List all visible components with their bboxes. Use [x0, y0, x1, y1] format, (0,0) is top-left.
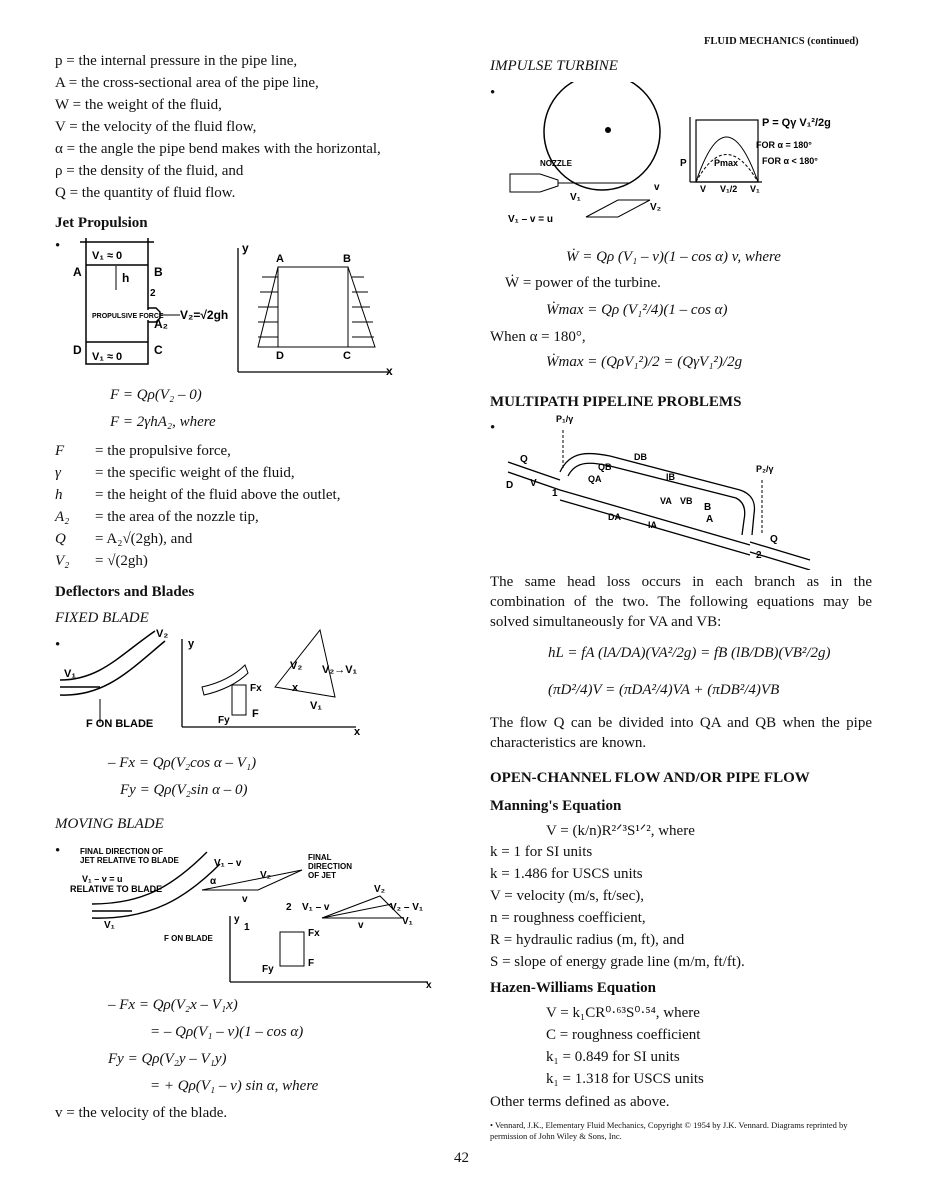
fixed-eq-2: Fy = Qρ(V₂sin α – 0): [120, 782, 248, 798]
label-a: A: [73, 265, 82, 279]
def-row: [55, 506, 340, 528]
force-box: [232, 685, 246, 715]
label-la: lA: [648, 520, 657, 530]
label-v1-minus-v: V₁ – v: [214, 858, 242, 869]
label-v1: V₁: [64, 668, 76, 680]
fixed-blade-diagram: [60, 625, 370, 740]
label-va: VA: [660, 496, 672, 506]
label-1: 1: [244, 922, 250, 933]
label-fy: Fy: [262, 964, 274, 975]
velocity-triangle: [586, 200, 650, 217]
label-final-dir-rel: [80, 847, 179, 865]
label-line: JET RELATIVE TO BLADE: [80, 856, 179, 865]
hazen-definitions: [546, 1002, 704, 1090]
def-row: [55, 440, 340, 462]
jet-eq-2: F = 2γhA₂, where: [110, 414, 216, 430]
manning-eq: V = (k/n)R²ᐟ³S¹ᐟ², where: [546, 823, 695, 839]
def-text: = √(2gh): [95, 553, 148, 569]
label-v1-top: V₁ ≈ 0: [92, 250, 123, 262]
label-v2: V₂=√2gh: [180, 308, 229, 322]
page-number: 42: [454, 1150, 469, 1166]
manning-definitions: [490, 841, 745, 973]
label-f: F: [308, 958, 315, 969]
def-line: C = roughness coefficient: [546, 1027, 701, 1043]
label-2: 2: [150, 288, 156, 299]
hazen-title: Hazen-Williams Equation: [490, 980, 656, 996]
label-v1-axis: V₁: [750, 184, 760, 194]
multipath-paragraph-2: The flow Q can be divided into QA and QB when the pipe characteristics are known.: [490, 715, 872, 751]
label-p-formula: P = Qγ V₁²/2g: [762, 117, 831, 129]
label-b-right: B: [343, 253, 351, 265]
def-row: [55, 550, 340, 572]
label-fx: Fx: [308, 928, 320, 939]
axes: [182, 639, 356, 727]
turbine-eq-1: Ẇ = Qρ (V₁ – v)(1 – cos α) v, where: [566, 249, 781, 265]
axes: [230, 916, 428, 982]
multipath-eq-2: (πD²/4)V = (πDA²/4)VA + (πDB²/4)VB: [548, 682, 780, 698]
def-row: [55, 484, 340, 506]
turbine-wheel: [544, 82, 660, 190]
footnote: • Vennard, J.K., Elementary Fluid Mechanics, Copyright © 1954 by J.K. Vennard. Diagrams reprinted by permission of John Wiley & Sons, Inc.: [490, 1120, 848, 1141]
label-fy: Fy: [218, 715, 230, 726]
definitions-top: [55, 50, 381, 204]
multipath-paragraph: The same head loss occurs in each branch as in the combination of the two. The following equations may be solved simultaneously for VA and VB:: [490, 574, 872, 630]
moving-eq-1: – Fx = Qρ(V₂x – V₁x): [108, 997, 238, 1013]
force-box: [280, 932, 304, 966]
def-line: V = k₁CR⁰·⁶³S⁰·⁵⁴, where: [546, 1005, 700, 1021]
def-line: Q = the quantity of fluid flow.: [55, 185, 236, 201]
multipath-title: MULTIPATH PIPELINE PROBLEMS: [490, 394, 742, 410]
jet-definitions: [55, 440, 340, 572]
label-q-out: Q: [770, 534, 778, 545]
bullet: •: [490, 420, 496, 436]
label-a-right: A: [276, 253, 284, 265]
label-da: DA: [608, 512, 621, 522]
label-fx: Fx: [250, 683, 262, 694]
label-line: RELATIVE TO BLADE: [70, 884, 163, 894]
label-p2: P₂/γ: [756, 464, 774, 474]
def-line: α = the angle the pipe bend makes with the horizontal,: [55, 141, 381, 157]
label-v1-bottom: V₁ ≈ 0: [92, 351, 123, 363]
label-v2: V₂: [260, 870, 272, 881]
def-line: W = the weight of the fluid,: [55, 97, 222, 113]
def-line: k = 1 for SI units: [490, 844, 593, 860]
label-v1-tri: V₁: [310, 700, 322, 712]
label-line: V₁ – v = u: [82, 874, 123, 884]
def-symbol: F: [55, 443, 65, 459]
multipath-eq-1: hL = fA (lA/DA)(VA²/2g) = fB (lB/DB)(VB²/2g): [548, 645, 831, 661]
label-v-axis: V: [700, 184, 707, 194]
moving-eq-2: = – Qρ(V₁ – v)(1 – cos α): [150, 1024, 304, 1040]
def-line: k₁ = 0.849 for SI units: [546, 1049, 680, 1065]
label-line: DIRECTION: [308, 862, 352, 871]
label-final-dir-jet: [308, 853, 352, 880]
axis-y: y: [234, 914, 240, 925]
label-propulsive-force: PROPULSIVE FORCE: [92, 313, 164, 320]
label-f: F: [252, 708, 259, 720]
label-v2-tri: V₂: [290, 660, 303, 672]
label-p1: P₁/γ: [556, 414, 574, 424]
label-for-less-180: FOR α < 180°: [762, 156, 818, 166]
turbine-eq-3: Ẇmax = (QρV₁²)/2 = (QγV₁²)/2g: [546, 354, 743, 370]
label-nozzle: NOZZLE: [540, 159, 572, 168]
label-v2-v1: V₂ – V₁: [390, 902, 424, 913]
def-symbol: V₂: [55, 553, 70, 569]
jet-eq-1: F = Qρ(V₂ – 0): [110, 387, 202, 403]
label-qb: QB: [598, 462, 612, 472]
axis-y: y: [242, 241, 249, 255]
def-symbol: h: [55, 487, 63, 503]
moving-blade-diagram: [62, 842, 440, 990]
label-v-2: v: [358, 920, 364, 931]
label-qa: QA: [588, 474, 602, 484]
def-line: k = 1.486 for USCS units: [490, 866, 643, 882]
moving-blade-title: MOVING BLADE: [55, 816, 164, 832]
label-c: C: [154, 343, 163, 357]
label-v1-minus-v-2: V₁ – v: [302, 902, 330, 913]
fixed-blade-title: FIXED BLADE: [55, 610, 149, 626]
bullet: •: [55, 238, 61, 254]
jet-propulsion-diagram: [70, 232, 400, 377]
label-b: B: [704, 502, 712, 513]
label-v2-v1: V₂→V₁: [322, 664, 358, 676]
power-chart-axes: [690, 117, 762, 182]
impulse-turbine-title: IMPULSE TURBINE: [490, 58, 618, 74]
label-v: v: [654, 182, 660, 193]
def-line: V = velocity (m/s, ft/sec),: [490, 888, 644, 904]
def-symbol: A₂: [55, 509, 70, 525]
fixed-eq-1: – Fx = Qρ(V₂cos α – V₁): [108, 755, 257, 771]
def-line: n = roughness coefficient,: [490, 910, 646, 926]
label-for-180: FOR α = 180°: [756, 140, 812, 150]
def-line: k₁ = 1.318 for USCS units: [546, 1071, 704, 1087]
def-symbol: γ: [55, 465, 61, 481]
turbine-def: Ẇ = power of the turbine.: [505, 275, 661, 291]
def-line: S = slope of energy grade line (m/m, ft/ft).: [490, 954, 745, 970]
def-symbol: Q: [55, 531, 66, 547]
label-pmax: Pmax: [714, 158, 739, 168]
label-d-right: D: [276, 350, 284, 362]
label-line: FINAL: [308, 853, 332, 862]
blade-section: [202, 665, 248, 695]
label-d: D: [73, 343, 82, 357]
def-line: R = hydraulic radius (m, ft), and: [490, 932, 685, 948]
def-text: = the height of the fluid above the outlet,: [95, 487, 341, 503]
def-text: = the propulsive force,: [95, 443, 231, 459]
impulse-turbine-diagram: [500, 82, 850, 232]
moving-eq-3: Fy = Qρ(V₂y – V₁y): [108, 1051, 227, 1067]
def-line: ρ = the density of the fluid, and: [55, 163, 244, 179]
def-line: p = the internal pressure in the pipe line,: [55, 53, 298, 69]
label-v2-2: V₂: [374, 884, 386, 895]
def-text: = the area of the nozzle tip,: [95, 509, 259, 525]
deflectors-title: Deflectors and Blades: [55, 584, 195, 600]
label-v: V: [530, 478, 537, 489]
label-vb: VB: [680, 496, 693, 506]
label-a2: A₂: [154, 317, 168, 331]
turbine-when: When α = 180°,: [490, 329, 586, 345]
label-q-in: Q: [520, 454, 528, 465]
def-text: = the specific weight of the fluid,: [95, 465, 295, 481]
label-u: V₁ – v = u: [508, 214, 553, 225]
label-p-axis: P: [680, 158, 687, 169]
label-v1-half: V₁/2: [720, 184, 738, 194]
label-c-right: C: [343, 350, 351, 362]
axis-x: x: [354, 726, 361, 738]
open-channel-title: OPEN-CHANNEL FLOW AND/OR PIPE FLOW: [490, 770, 810, 786]
def-line: V = the velocity of the fluid flow,: [55, 119, 257, 135]
label-b: B: [154, 265, 163, 279]
label-v2: V₂: [650, 202, 662, 213]
def-row: [55, 528, 340, 550]
other-terms: Other terms defined as above.: [490, 1094, 670, 1110]
nozzle: [510, 174, 558, 192]
label-v1: V₁: [570, 192, 581, 203]
pressure-distribution: [258, 267, 375, 347]
label-u: [70, 874, 162, 894]
manning-title: Manning's Equation: [490, 798, 622, 814]
label-a: A: [706, 514, 714, 525]
label-x-angle: x: [292, 682, 299, 694]
def-line: A = the cross-sectional area of the pipe line,: [55, 75, 319, 91]
label-line: FINAL DIRECTION OF: [80, 847, 163, 856]
bullet: •: [55, 843, 61, 859]
multipath-diagram: [500, 410, 830, 570]
label-v1-2: V₁: [402, 916, 413, 927]
def-text: = A₂√(2gh), and: [95, 531, 193, 547]
axis-x: x: [426, 980, 432, 990]
velocity-vectors: [202, 870, 302, 890]
def-row: [55, 462, 340, 484]
label-2: 2: [756, 550, 762, 561]
blade: [60, 631, 165, 695]
label-alpha: α: [210, 876, 217, 887]
bullet: •: [490, 85, 496, 101]
label-lb: lB: [666, 472, 675, 482]
label-v2: V₂: [156, 628, 169, 640]
label-1: 1: [552, 488, 558, 499]
axis-y: y: [188, 638, 195, 650]
bullet: •: [55, 637, 61, 653]
wheel-axle: [605, 127, 611, 133]
label-v1: V₁: [104, 920, 115, 931]
label-h: h: [122, 271, 130, 285]
label-f-on-blade: F ON BLADE: [86, 718, 154, 730]
moving-eq-4: = + Qρ(V₁ – v) sin α, where: [150, 1078, 319, 1094]
label-db: DB: [634, 452, 647, 462]
turbine-eq-2: Ẇmax = Qρ (V₁²/4)(1 – cos α): [546, 302, 728, 318]
label-d: D: [506, 480, 514, 491]
moving-def: v = the velocity of the blade.: [55, 1105, 228, 1121]
label-f-on-blade: F ON BLADE: [164, 934, 213, 943]
jet-propulsion-title: Jet Propulsion: [55, 215, 148, 231]
page-header: FLUID MECHANICS (continued): [704, 36, 859, 47]
label-2: 2: [286, 902, 292, 913]
label-v: v: [242, 894, 248, 905]
label-line: OF JET: [308, 871, 337, 880]
axis-x: x: [386, 364, 393, 377]
